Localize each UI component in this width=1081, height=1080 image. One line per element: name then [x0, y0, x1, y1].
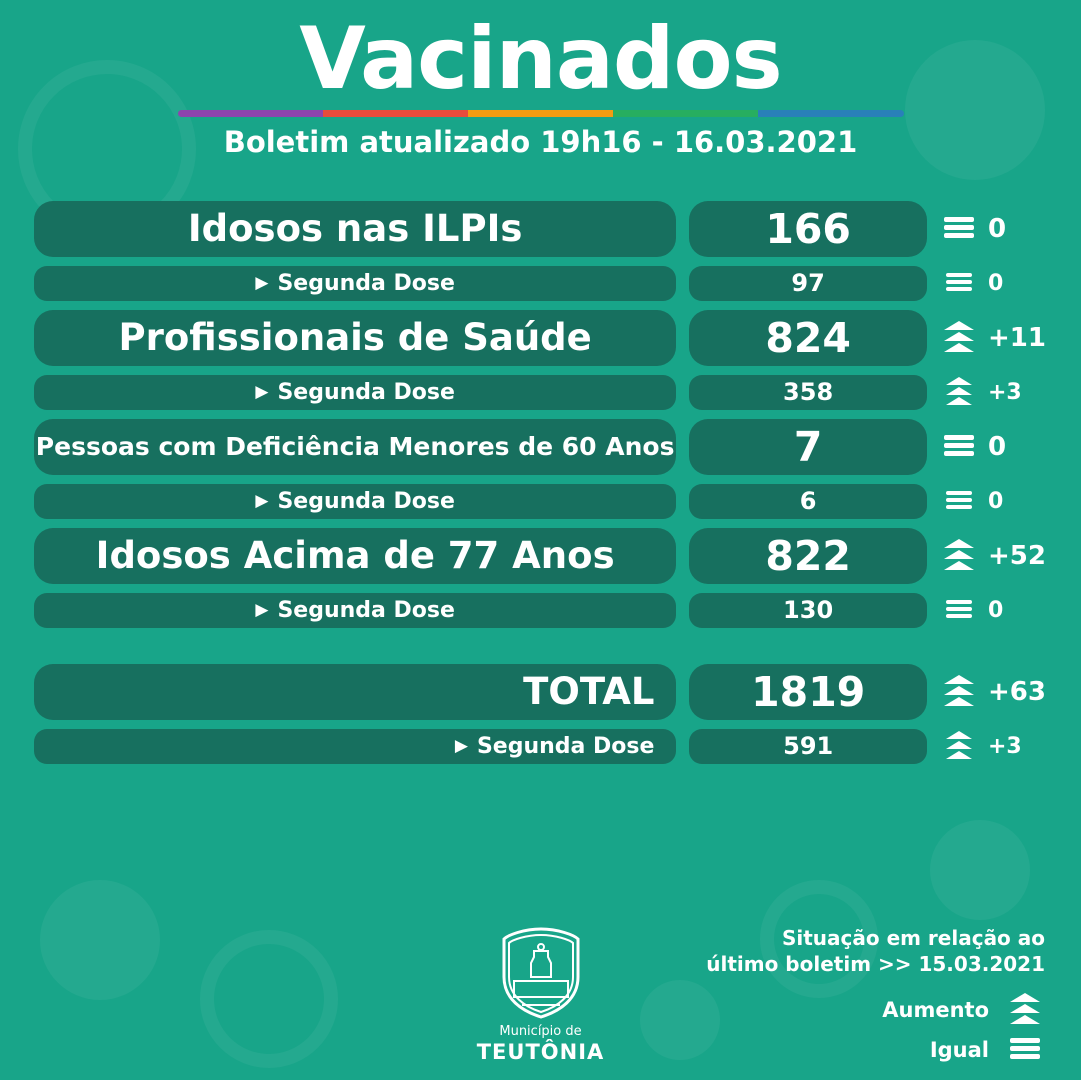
row-label-text: Segunda Dose	[277, 379, 455, 405]
equal-icon	[1005, 1038, 1045, 1062]
row-trend	[941, 598, 1047, 623]
table-row	[34, 375, 1047, 410]
total-sub-trend	[941, 731, 1047, 761]
row-delta: 0	[987, 488, 1004, 514]
total-delta: +63	[987, 676, 1046, 707]
row-delta: +3	[987, 379, 1022, 405]
row-value: 822	[689, 528, 927, 584]
data-rows	[0, 201, 1081, 764]
row-delta: +52	[987, 540, 1046, 571]
row-delta: 0	[987, 213, 1007, 244]
legend-note-line2: último boletim >> 15.03.2021	[706, 952, 1045, 976]
table-row	[34, 593, 1047, 628]
total-value: 1819	[689, 664, 927, 720]
municipality-branding	[411, 925, 671, 1064]
triangle-right-icon: ▶	[255, 273, 269, 294]
row-label	[34, 375, 676, 410]
row-label-text: Segunda Dose	[277, 488, 455, 514]
increase-icon	[941, 539, 977, 572]
legend-equal-row	[706, 1038, 1045, 1062]
table-row	[34, 310, 1047, 366]
row-value: 824	[689, 310, 927, 366]
row-value: 7	[689, 419, 927, 475]
row-label: Idosos nas ILPIs	[34, 201, 676, 257]
total-row	[34, 664, 1047, 720]
total-sub-label	[34, 729, 676, 764]
crest-caption-line2: TEUTÔNIA	[476, 1039, 605, 1064]
footer	[0, 868, 1081, 1068]
triangle-right-icon: ▶	[255, 491, 269, 512]
increase-icon	[941, 731, 977, 761]
row-label	[34, 593, 676, 628]
table-row	[34, 528, 1047, 584]
total-block	[34, 664, 1047, 764]
triangle-right-icon: ▶	[255, 600, 269, 621]
total-sub-delta: +3	[987, 733, 1022, 759]
row-trend	[941, 432, 1047, 462]
row-label: Idosos Acima de 77 Anos	[34, 528, 676, 584]
coat-of-arms-icon	[498, 925, 584, 1021]
header	[0, 0, 1081, 159]
row-label	[34, 484, 676, 519]
equal-icon	[941, 435, 977, 459]
row-value: 166	[689, 201, 927, 257]
crest-caption	[411, 1025, 671, 1064]
row-label: Profissionais de Saúde	[34, 310, 676, 366]
total-sub-value: 591	[689, 729, 927, 764]
row-trend	[941, 271, 1047, 296]
triangle-right-icon: ▶	[255, 382, 269, 403]
legend-note	[706, 925, 1045, 977]
row-label-text: Segunda Dose	[277, 270, 455, 296]
increase-icon	[941, 675, 977, 708]
table-row	[34, 484, 1047, 519]
row-trend	[941, 377, 1047, 407]
equal-icon	[941, 217, 977, 241]
triangle-right-icon: ▶	[454, 736, 468, 757]
table-row	[34, 266, 1047, 301]
equal-icon	[941, 273, 977, 294]
increase-icon	[941, 321, 977, 354]
total-second-dose-row	[34, 729, 1047, 764]
page-title: Vacinados	[299, 9, 782, 109]
equal-icon	[941, 491, 977, 512]
row-value: 130	[689, 593, 927, 628]
row-delta: 0	[987, 270, 1004, 296]
table-row	[34, 201, 1047, 257]
row-delta: 0	[987, 597, 1004, 623]
row-delta: +11	[987, 322, 1046, 353]
increase-icon	[1005, 993, 1045, 1026]
row-trend	[941, 214, 1047, 244]
legend-increase-row	[706, 993, 1045, 1026]
table-row	[34, 419, 1047, 475]
row-value: 6	[689, 484, 927, 519]
legend-increase-label: Aumento	[882, 997, 989, 1022]
legend-note-line1: Situação em relação ao	[781, 926, 1045, 950]
row-label-text: Segunda Dose	[277, 597, 455, 623]
total-label: TOTAL	[34, 664, 676, 720]
row-trend	[941, 539, 1047, 572]
equal-icon	[941, 600, 977, 621]
row-label	[34, 266, 676, 301]
color-rule	[178, 110, 904, 117]
row-label: Pessoas com Deficiência Menores de 60 Anos	[34, 419, 676, 475]
row-value: 97	[689, 266, 927, 301]
total-trend	[941, 675, 1047, 708]
crest-caption-line1: Município de	[499, 1023, 582, 1039]
row-trend	[941, 321, 1047, 354]
increase-icon	[941, 377, 977, 407]
bulletin-subtitle: Boletim atualizado 19h16 - 16.03.2021	[223, 124, 858, 159]
total-sub-label-text: Segunda Dose	[476, 733, 655, 759]
row-delta: 0	[987, 431, 1007, 462]
row-trend	[941, 489, 1047, 514]
legend-equal-label: Igual	[929, 1038, 989, 1062]
legend	[706, 925, 1045, 1062]
row-value: 358	[689, 375, 927, 410]
